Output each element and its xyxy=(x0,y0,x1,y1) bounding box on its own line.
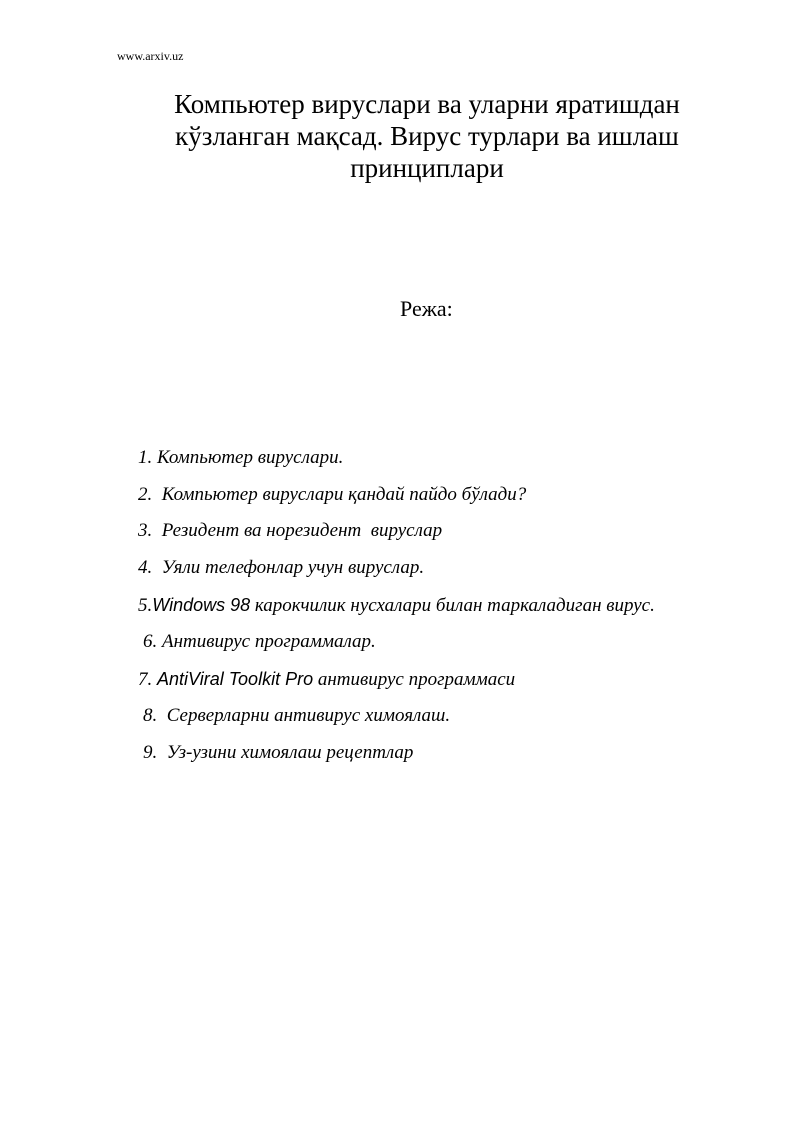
toc-item-2: 2. Компьютер вируслари қандай пайдо бўлади? xyxy=(138,484,527,505)
toc-item-6: 6. Антивирус программалар. xyxy=(143,631,376,652)
toc-item-3: 3. Резидент ва норезидент вируслар xyxy=(138,520,443,541)
toc-item-7-text: антивирус программаси xyxy=(313,669,516,690)
toc-item-8: 8. Серверларни антивирус химоялаш. xyxy=(143,705,451,726)
document-title xyxy=(120,88,734,184)
plan-heading: Режа: xyxy=(400,296,453,321)
title-line: кўзланган мақсад. Вирус турлари ва ишлаш xyxy=(175,121,679,151)
toc-item-1: 1. Компьютер вируслари. xyxy=(138,447,344,468)
toc-item-4: 4. Уяли телефонлар учун вируслар. xyxy=(138,557,425,578)
toc-item-5 xyxy=(138,594,655,617)
title-line: Компьютер вируслари ва уларни яратишдан xyxy=(174,89,680,119)
toc-item-5-product: Windows 98 xyxy=(152,595,251,615)
site-header: www.arxiv.uz xyxy=(117,49,184,63)
toc-item-5-number: 5. xyxy=(138,595,153,616)
toc-item-7-product: AntiViral Toolkit Pro xyxy=(157,669,314,689)
toc-item-9: 9. Уз-узини химоялаш рецептлар xyxy=(143,742,414,763)
title-line: принциплари xyxy=(350,153,504,183)
toc-item-7-number: 7. xyxy=(138,669,157,690)
toc-item-5-text: карокчилик нусхалари билан таркаладиган вирус. xyxy=(250,595,655,616)
toc-item-7 xyxy=(138,668,515,691)
